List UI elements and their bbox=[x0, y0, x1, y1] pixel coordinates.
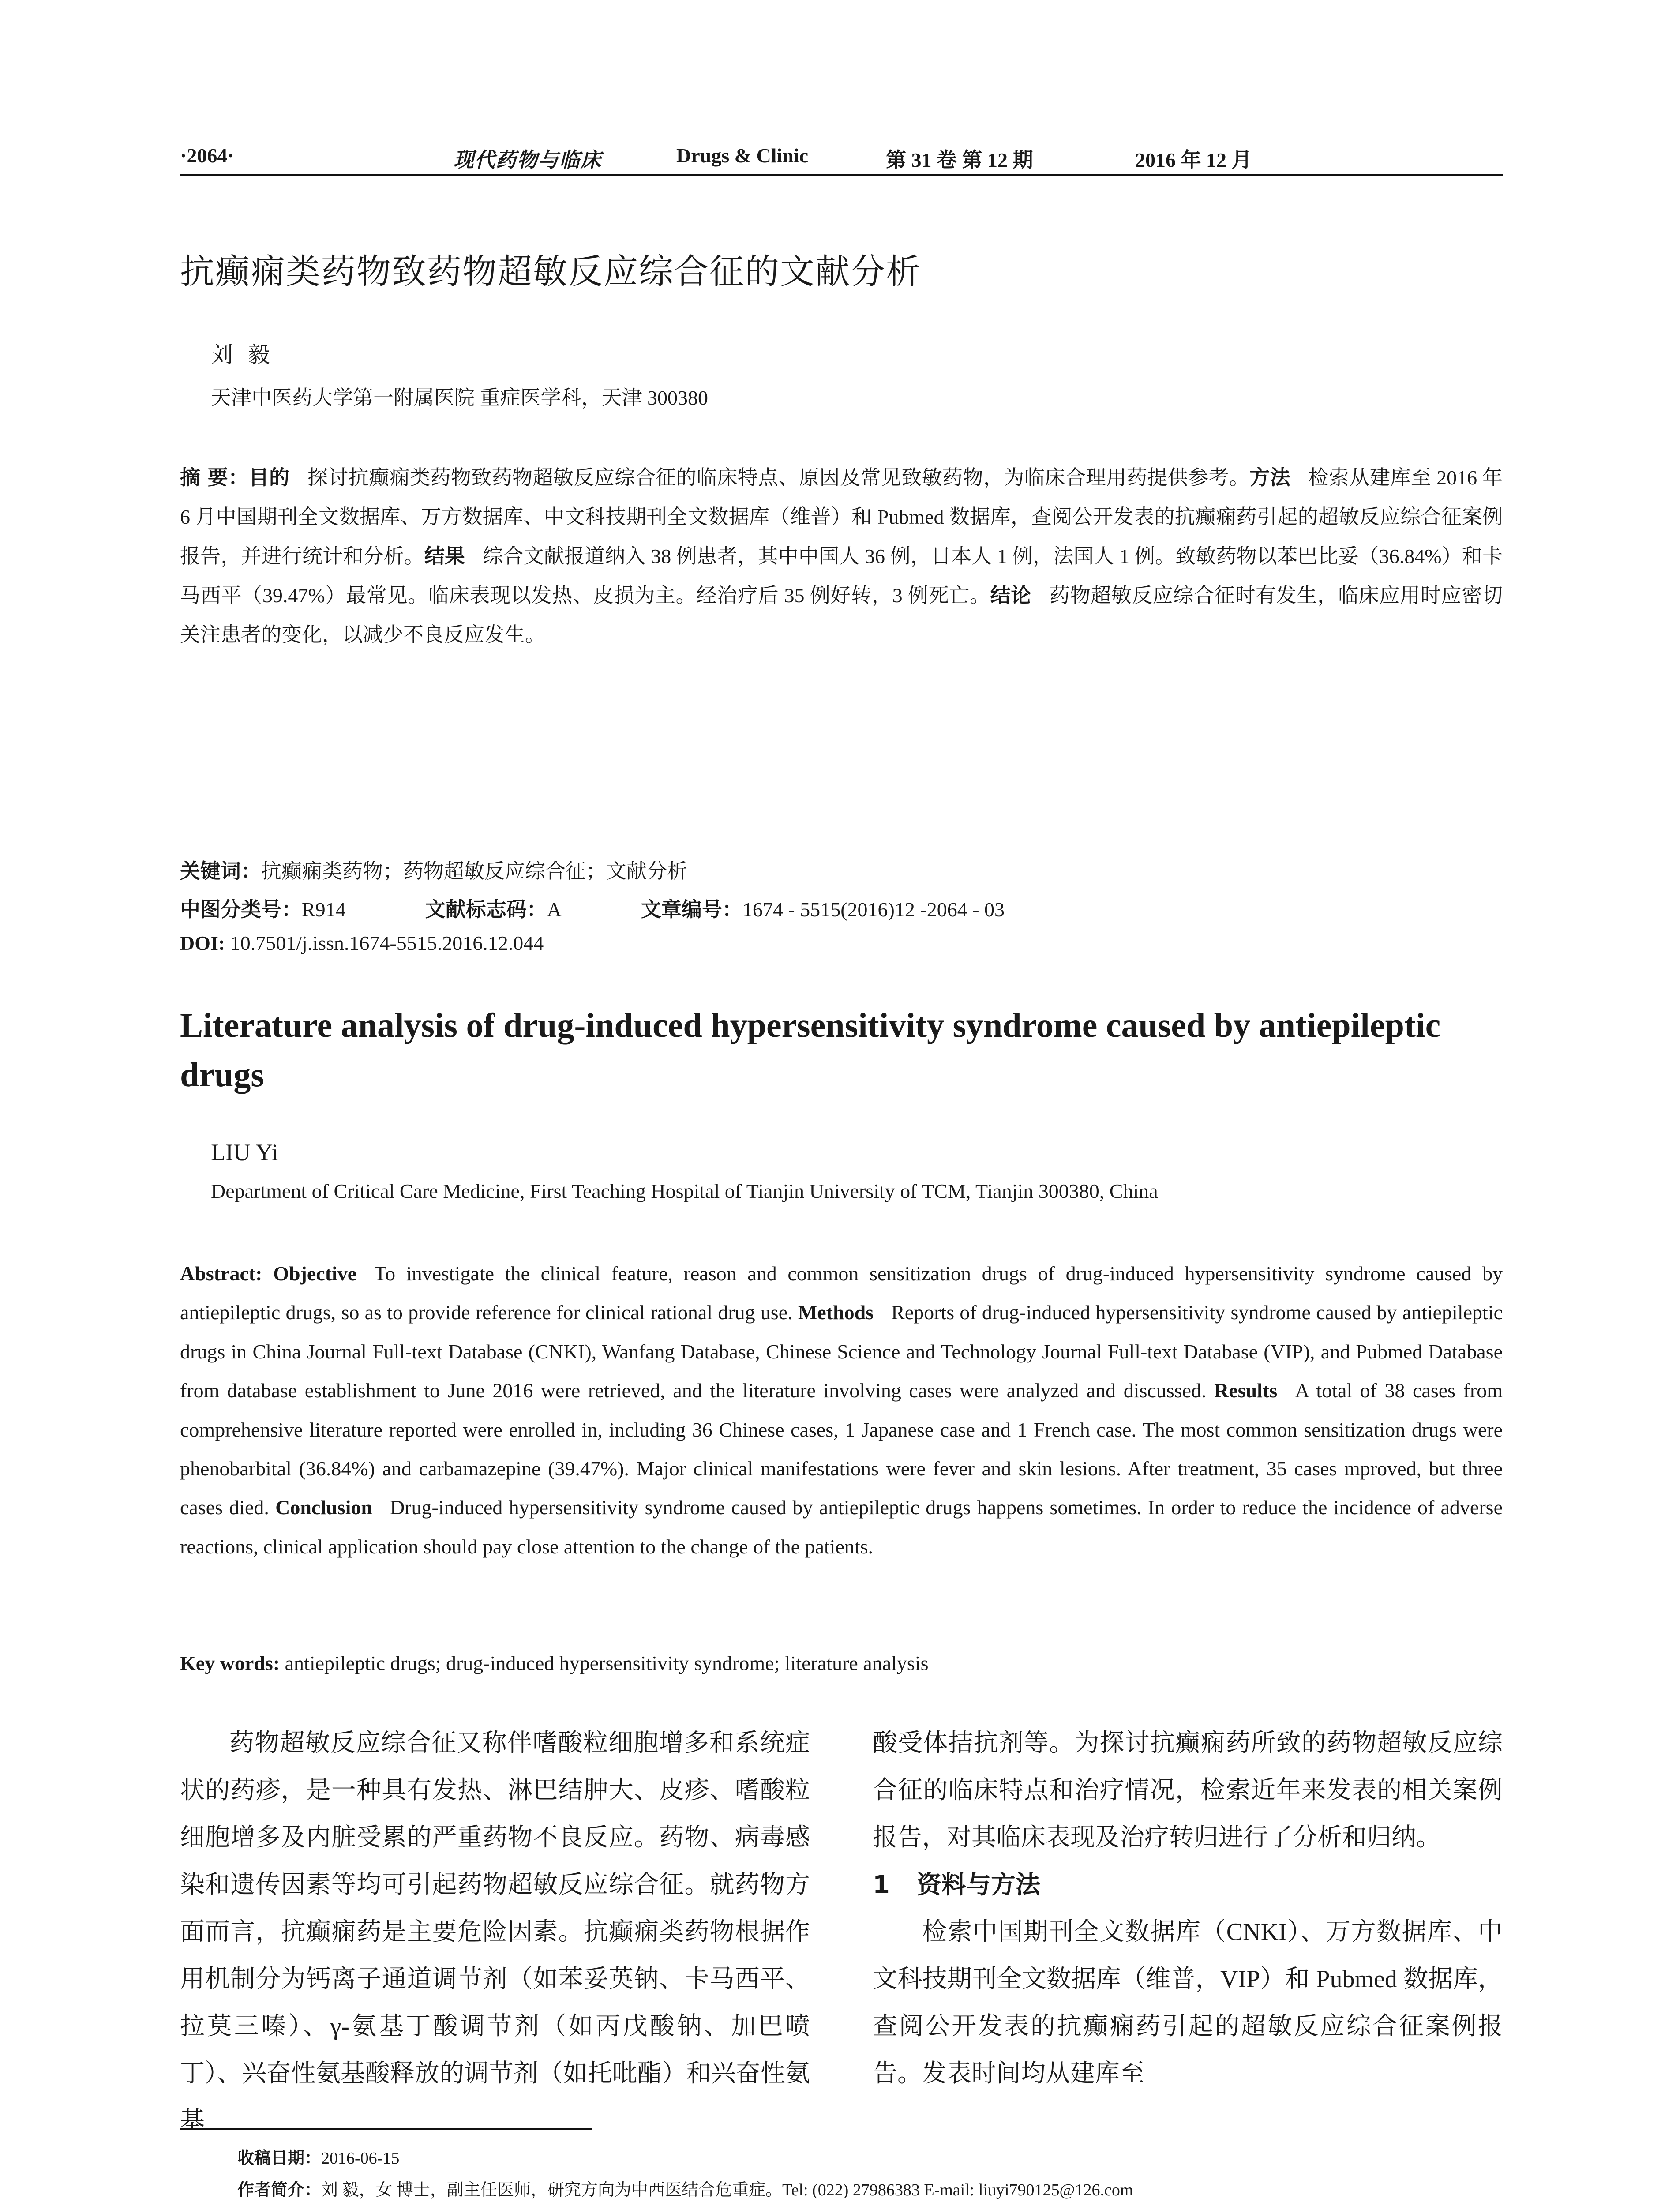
received-label: 收稿日期： bbox=[237, 2148, 322, 2168]
doi-value: 10.7501/j.issn.1674-5515.2016.12.044 bbox=[230, 932, 544, 954]
article-no-label: 文章编号： bbox=[641, 897, 742, 921]
section-number: 1 bbox=[873, 1871, 890, 1899]
volume-issue: 第 31 卷 第 12 期 bbox=[886, 149, 1033, 171]
objective-text-cn: 探讨抗癫痫类药物致药物超敏反应综合征的临床特点、原因及常见致敏药物，为临床合理用药提供参考。 bbox=[307, 466, 1250, 489]
doi-label: DOI: bbox=[180, 932, 225, 954]
paper-page bbox=[180, 140, 1503, 2199]
english-abstract bbox=[180, 1254, 1503, 1566]
footnote-received bbox=[237, 2144, 399, 2168]
methods-label-cn: 方法 bbox=[1249, 465, 1291, 489]
page-number: ·2064· bbox=[180, 144, 234, 167]
conclusion-text-cn: 药物超敏反应综合征时有发生，临床应用时应密切关注患者的变化，以减少不良反应发生。 bbox=[180, 584, 1503, 646]
english-title: Literature analysis of drug-induced hypersensitivity syndrome caused by antiepileptic drugs bbox=[180, 1006, 1441, 1094]
footnote-divider bbox=[180, 2128, 592, 2130]
journal-name-en: Drugs & Clinic bbox=[676, 144, 808, 167]
classification-line bbox=[180, 893, 1005, 923]
article-no-value: 1674 - 5515(2016)12 -2064 - 03 bbox=[742, 898, 1005, 921]
author-info-text: 刘 毅，女 博士，副主任医师，研究方向为中西医结合危重症。Tel: (022) 27986383 E-mail: liuyi790125@126.com bbox=[321, 2181, 1133, 2199]
doi-line bbox=[180, 931, 544, 955]
author-info-label: 作者简介： bbox=[237, 2180, 322, 2199]
keywords-en bbox=[180, 1651, 929, 1675]
objective-text-en: To investigate the clinical feature, reason and common sensitization drugs of drug-induced hypersensitivity syndrome caused by antiepileptic drugs, so as to provide reference for clinical rational drug use. bbox=[180, 1262, 1503, 1324]
doc-code-label: 文献标志码： bbox=[425, 897, 547, 921]
conclusion-text-en: Drug-induced hypersensitivity syndrome caused by antiepileptic drugs happens sometimes. In order to reduce the incidence of adverse reactions, clinical application should pay close attention to the change of the patients. bbox=[180, 1496, 1503, 1558]
footnote-author-info bbox=[237, 2176, 1133, 2200]
conclusion-label-en: Conclusion bbox=[275, 1496, 372, 1519]
received-date: 2016-06-15 bbox=[321, 2149, 400, 2168]
methods-paragraph: 检索中国期刊全文数据库（CNKI）、万方数据库、中文科技期刊全文数据库（维普，VIP）和 Pubmed 数据库，查阅公开发表的抗癫痫药引起的超敏反应综合征案例报告。发表时间均从建库至 bbox=[873, 1918, 1503, 2087]
keywords-label-en: Key words: bbox=[180, 1652, 280, 1674]
keywords-label-cn: 关键词： bbox=[180, 859, 261, 883]
intro-paragraph: 药物超敏反应综合征又称伴嗜酸粒细胞增多和系统症状的药疹，是一种具有发热、淋巴结肿大、皮疹、嗜酸粒细胞增多及内脏受累的严重药物不良反应。药物、病毒感染和遗传因素等均可引起药物超敏反应综合征。就药物方面而言，抗癫痫药是主要危险因素。抗癫痫类药物根据作用机制分为钙离子通道调节剂（如苯妥英钠、卡马西平、拉莫三嗪）、γ-氨基丁酸调节剂（如丙戊酸钠、加巴喷丁）、兴奋性氨基酸释放的调节剂（如托吡酯）和兴奋性氨基 bbox=[180, 1730, 810, 2135]
objective-label-en: Objective bbox=[273, 1262, 357, 1285]
body-column-right bbox=[873, 1720, 1503, 2097]
abstract-label-en: Abstract: bbox=[180, 1262, 262, 1285]
methods-label-en: Methods bbox=[798, 1301, 874, 1324]
english-affiliation: Department of Critical Care Medicine, First Teaching Hospital of Tianjin University of TCM, Tianjin 300380, China bbox=[211, 1180, 1158, 1202]
body-column-left bbox=[180, 1720, 810, 2145]
chinese-title: 抗癫痫类药物致药物超敏反应综合征的文献分析 bbox=[180, 252, 922, 292]
keywords-text-en: antiepileptic drugs; drug-induced hypersensitivity syndrome; literature analysis bbox=[285, 1652, 929, 1674]
clc-value: R914 bbox=[302, 898, 346, 921]
journal-name-cn: 现代药物与临床 bbox=[454, 148, 602, 172]
results-text-cn: 综合文献报道纳入 38 例患者，其中中国人 36 例，日本人 1 例，法国人 1 例。致敏药物以苯巴比妥（36.84%）和卡马西平（39.47%）最常见。临床表现以发热、皮损为主。经治疗后 35 例好转，3 例死亡。 bbox=[180, 545, 1503, 607]
results-text-en: A total of 38 cases from comprehensive literature reported were enrolled in, including 36 Chinese cases, 1 Japanese case and 1 French case. The most common sensitization drugs were phenobarbital (36.84%) and carbamazepine (39.47%). Major clinical manifestations were fever and skin lesions. After treatment, 35 cases mproved, but three cases died. bbox=[180, 1379, 1503, 1519]
abstract-label-cn: 摘 要： bbox=[180, 465, 249, 489]
results-label-cn: 结果 bbox=[424, 544, 465, 568]
clc-label: 中图分类号： bbox=[180, 897, 302, 921]
chinese-author: 刘毅 bbox=[211, 342, 285, 367]
intro-paragraph-continued: 酸受体拮抗剂等。为探讨抗癫痫药所致的药物超敏反应综合征的临床特点和治疗情况，检索近年来发表的相关案例报告，对其临床表现及治疗转归进行了分析和归纳。 bbox=[873, 1730, 1503, 1851]
chinese-abstract bbox=[180, 458, 1503, 654]
keywords-cn bbox=[180, 855, 687, 884]
keywords-text-cn: 抗癫痫类药物；药物超敏反应综合征；文献分析 bbox=[261, 860, 687, 882]
chinese-affiliation: 天津中医药大学第一附属医院 重症医学科，天津 300380 bbox=[211, 386, 708, 409]
conclusion-label-cn: 结论 bbox=[990, 583, 1032, 607]
objective-label-cn: 目的 bbox=[248, 465, 290, 489]
methods-text-cn: 检索从建库至 2016 年 6 月中国期刊全文数据库、万方数据库、中文科技期刊全文数据库（维普）和 Pubmed 数据库，查阅公开发表的抗癫痫药引起的超敏反应综合征案例报告，并进行统计和分析。 bbox=[180, 466, 1503, 567]
section-title: 资料与方法 bbox=[917, 1871, 1040, 1899]
methods-text-en: Reports of drug-induced hypersensitivity syndrome caused by antiepileptic drugs in China Journal Full-text Database (CNKI), Wanfang Database, Chinese Science and Technology Journal Full-text Database (VIP), and Pubmed Database from database establishment to June 2016 were retrieved, and the literature involving cases were analyzed and discussed. bbox=[180, 1301, 1503, 1402]
english-author: LIU Yi bbox=[211, 1139, 278, 1166]
doc-code-value: A bbox=[547, 898, 562, 921]
issue-date: 2016 年 12 月 bbox=[1135, 149, 1252, 171]
section-heading bbox=[873, 1861, 1503, 1909]
running-header bbox=[180, 140, 1503, 176]
results-label-en: Results bbox=[1214, 1379, 1278, 1402]
